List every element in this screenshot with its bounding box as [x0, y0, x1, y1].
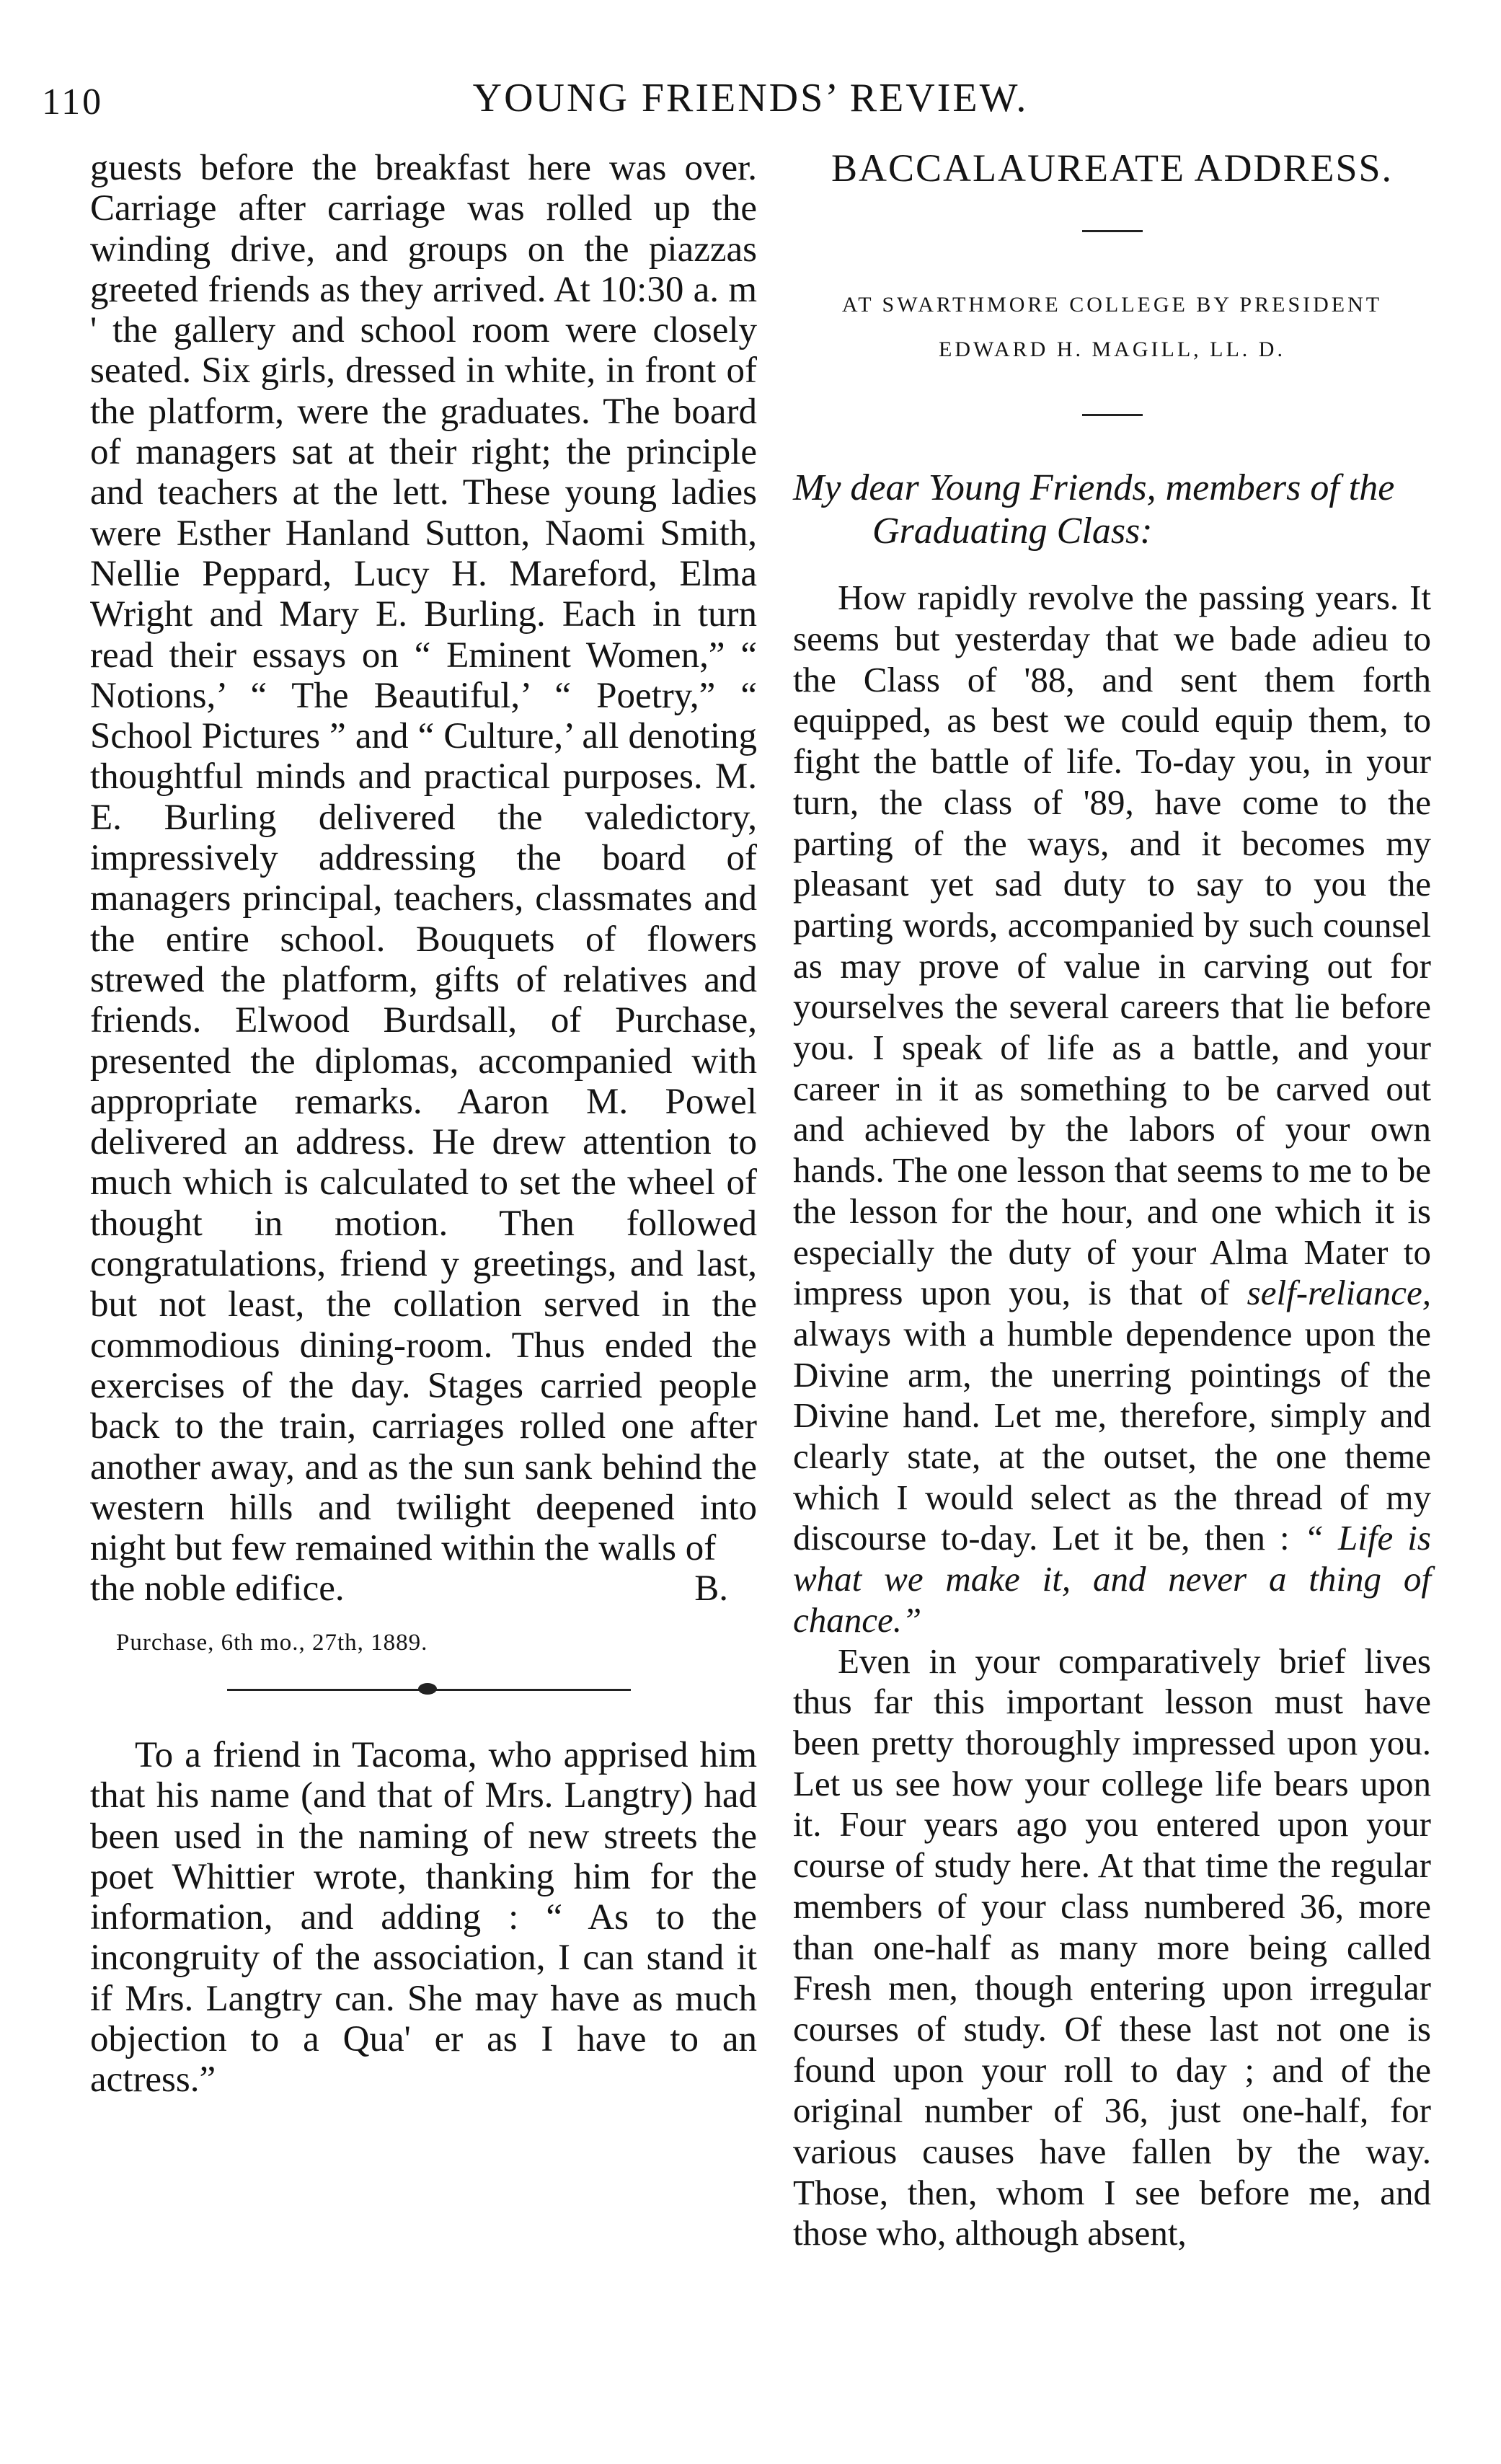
- salutation-line-1: My dear Young Friends, members of the: [793, 467, 1395, 509]
- closing-line: [90, 1568, 757, 1609]
- left-column: [90, 148, 757, 2101]
- closing-text: the noble edifice.: [90, 1568, 345, 1609]
- title-rule: [1082, 230, 1143, 232]
- byline-rule: [1082, 414, 1143, 416]
- byline-line-2: EDWARD H. MAGILL, LL. D.: [939, 337, 1285, 362]
- paragraph-1-part-1: How rapidly revolve the passing years. It seems but yesterday that we bade adieu to the Class of '88, and sent them forth equipped, as best we could equip them, to fight the battle of life. To-day you, in your turn, the class of '89, have come to the parting of the ways, and it becomes my pleasant yet sad duty to say to you the parting words, accompanied by such counsel as may prove of value in carving out for yourselves the several careers that lie before you. I speak of life as a battle, and your career in it as something to be carved out and achieved by the labors of your own hands. The one lesson that seems to me to be the lesson for the hour, and one which it is especially the duty of your Alma Mater to impress upon you, is that of: [793, 578, 1431, 1313]
- right-column: [793, 148, 1431, 2254]
- section-divider: [90, 1677, 757, 1703]
- article-title: BACCALAUREATE ADDRESS.: [831, 146, 1394, 190]
- address-paragraph-2: Even in your comparatively brief lives thus far this important lesson must have been pretty thoroughly impressed upon you. Let us see how your college life bears upon it. Four years ago you entered upon your course of study here. At that time the regular members of your class numbered 36, more than one-half as many more being called Fresh men, though entering upon irregular courses of study. Of these last not one is found upon your roll to day ; and of the original number of 36, just one-half, for various causes have fallen by the way. Those, then, whom I see before me, and those who, although absent,: [793, 1641, 1431, 2253]
- page-number: 110: [42, 81, 104, 123]
- salutation: [793, 467, 1431, 553]
- divider-ornament-icon: [418, 1683, 437, 1695]
- emphasis-self-reliance: self-reliance,: [1247, 1273, 1431, 1313]
- running-head: YOUNG FRIENDS’ REVIEW.: [472, 76, 1029, 120]
- address-paragraph-1: [793, 578, 1431, 1641]
- anecdote-paragraph: To a friend in Tacoma, who apprised him that his name (and that of Mrs. Langtry) had been used in the naming of new streets the poet Whittier wrote, thanking him for the information, and adding : “ As to the incongruity of the association, I can stand it if Mrs. Langtry can. She may have as much objection to a Qua' er as I have to an actress.”: [90, 1734, 757, 2101]
- continued-paragraph: guests before the breakfast here was over. Carriage after carriage was rolled up the winding drive, and groups on the piazzas greeted friends as they arrived. At 10:30 a. m ' the gallery and school room were closely seated. Six girls, dressed in white, in front of the platform, were the graduates. The board of managers sat at their right; the principle and teachers at the lett. These young ladies were Esther Hanland Sutton, Naomi Smith, Nellie Peppard, Lucy H. Mareford, Elma Wright and Mary E. Burling. Each in turn read their essays on “ Eminent Women,” “ Notions,’ “ The Beautiful,’ “ Poetry,” “ School Pictures ” and “ Culture,’ all denoting thoughtful minds and practical purposes. M. E. Burling delivered the valedictory, impressively addressing the board of managers principal, teachers, classmates and the entire school. Bouquets of flowers strewed the platform, gifts of relatives and friends. Elwood Burdsall, of Purchase, presented the diplomas, accompanied with appropriate remarks. Aaron M. Powel delivered an address. He drew attention to much which is calculated to set the wheel of thought in motion. Then followed congratulations, friend y greetings, and last, but not least, the collation served in the commodious dining-room. Thus ended the exercises of the day. Stages carried people back to the train, carriages rolled one after another away, and as the sun sank behind the western hills and twilight deepened into night but few remained within the walls of: [90, 148, 757, 1569]
- paragraph-1-part-2: always with a humble dependence upon the Divine arm, the unerring pointings of the Divine hand. Let me, therefore, simply and clearly state, at the outset, the one theme which I would select as the thread of my discourse to-day. Let it be, then :: [793, 1313, 1431, 1558]
- signature-initial: B.: [694, 1568, 728, 1609]
- dateline: Purchase, 6th mo., 27th, 1889.: [116, 1629, 428, 1656]
- byline-line-1: AT SWARTHMORE COLLEGE BY PRESIDENT: [841, 293, 1383, 317]
- theme-quote: “ Life is what we make it, and never a thing of chance.”: [793, 1518, 1431, 1640]
- salutation-line-2: Graduating Class:: [872, 511, 1153, 552]
